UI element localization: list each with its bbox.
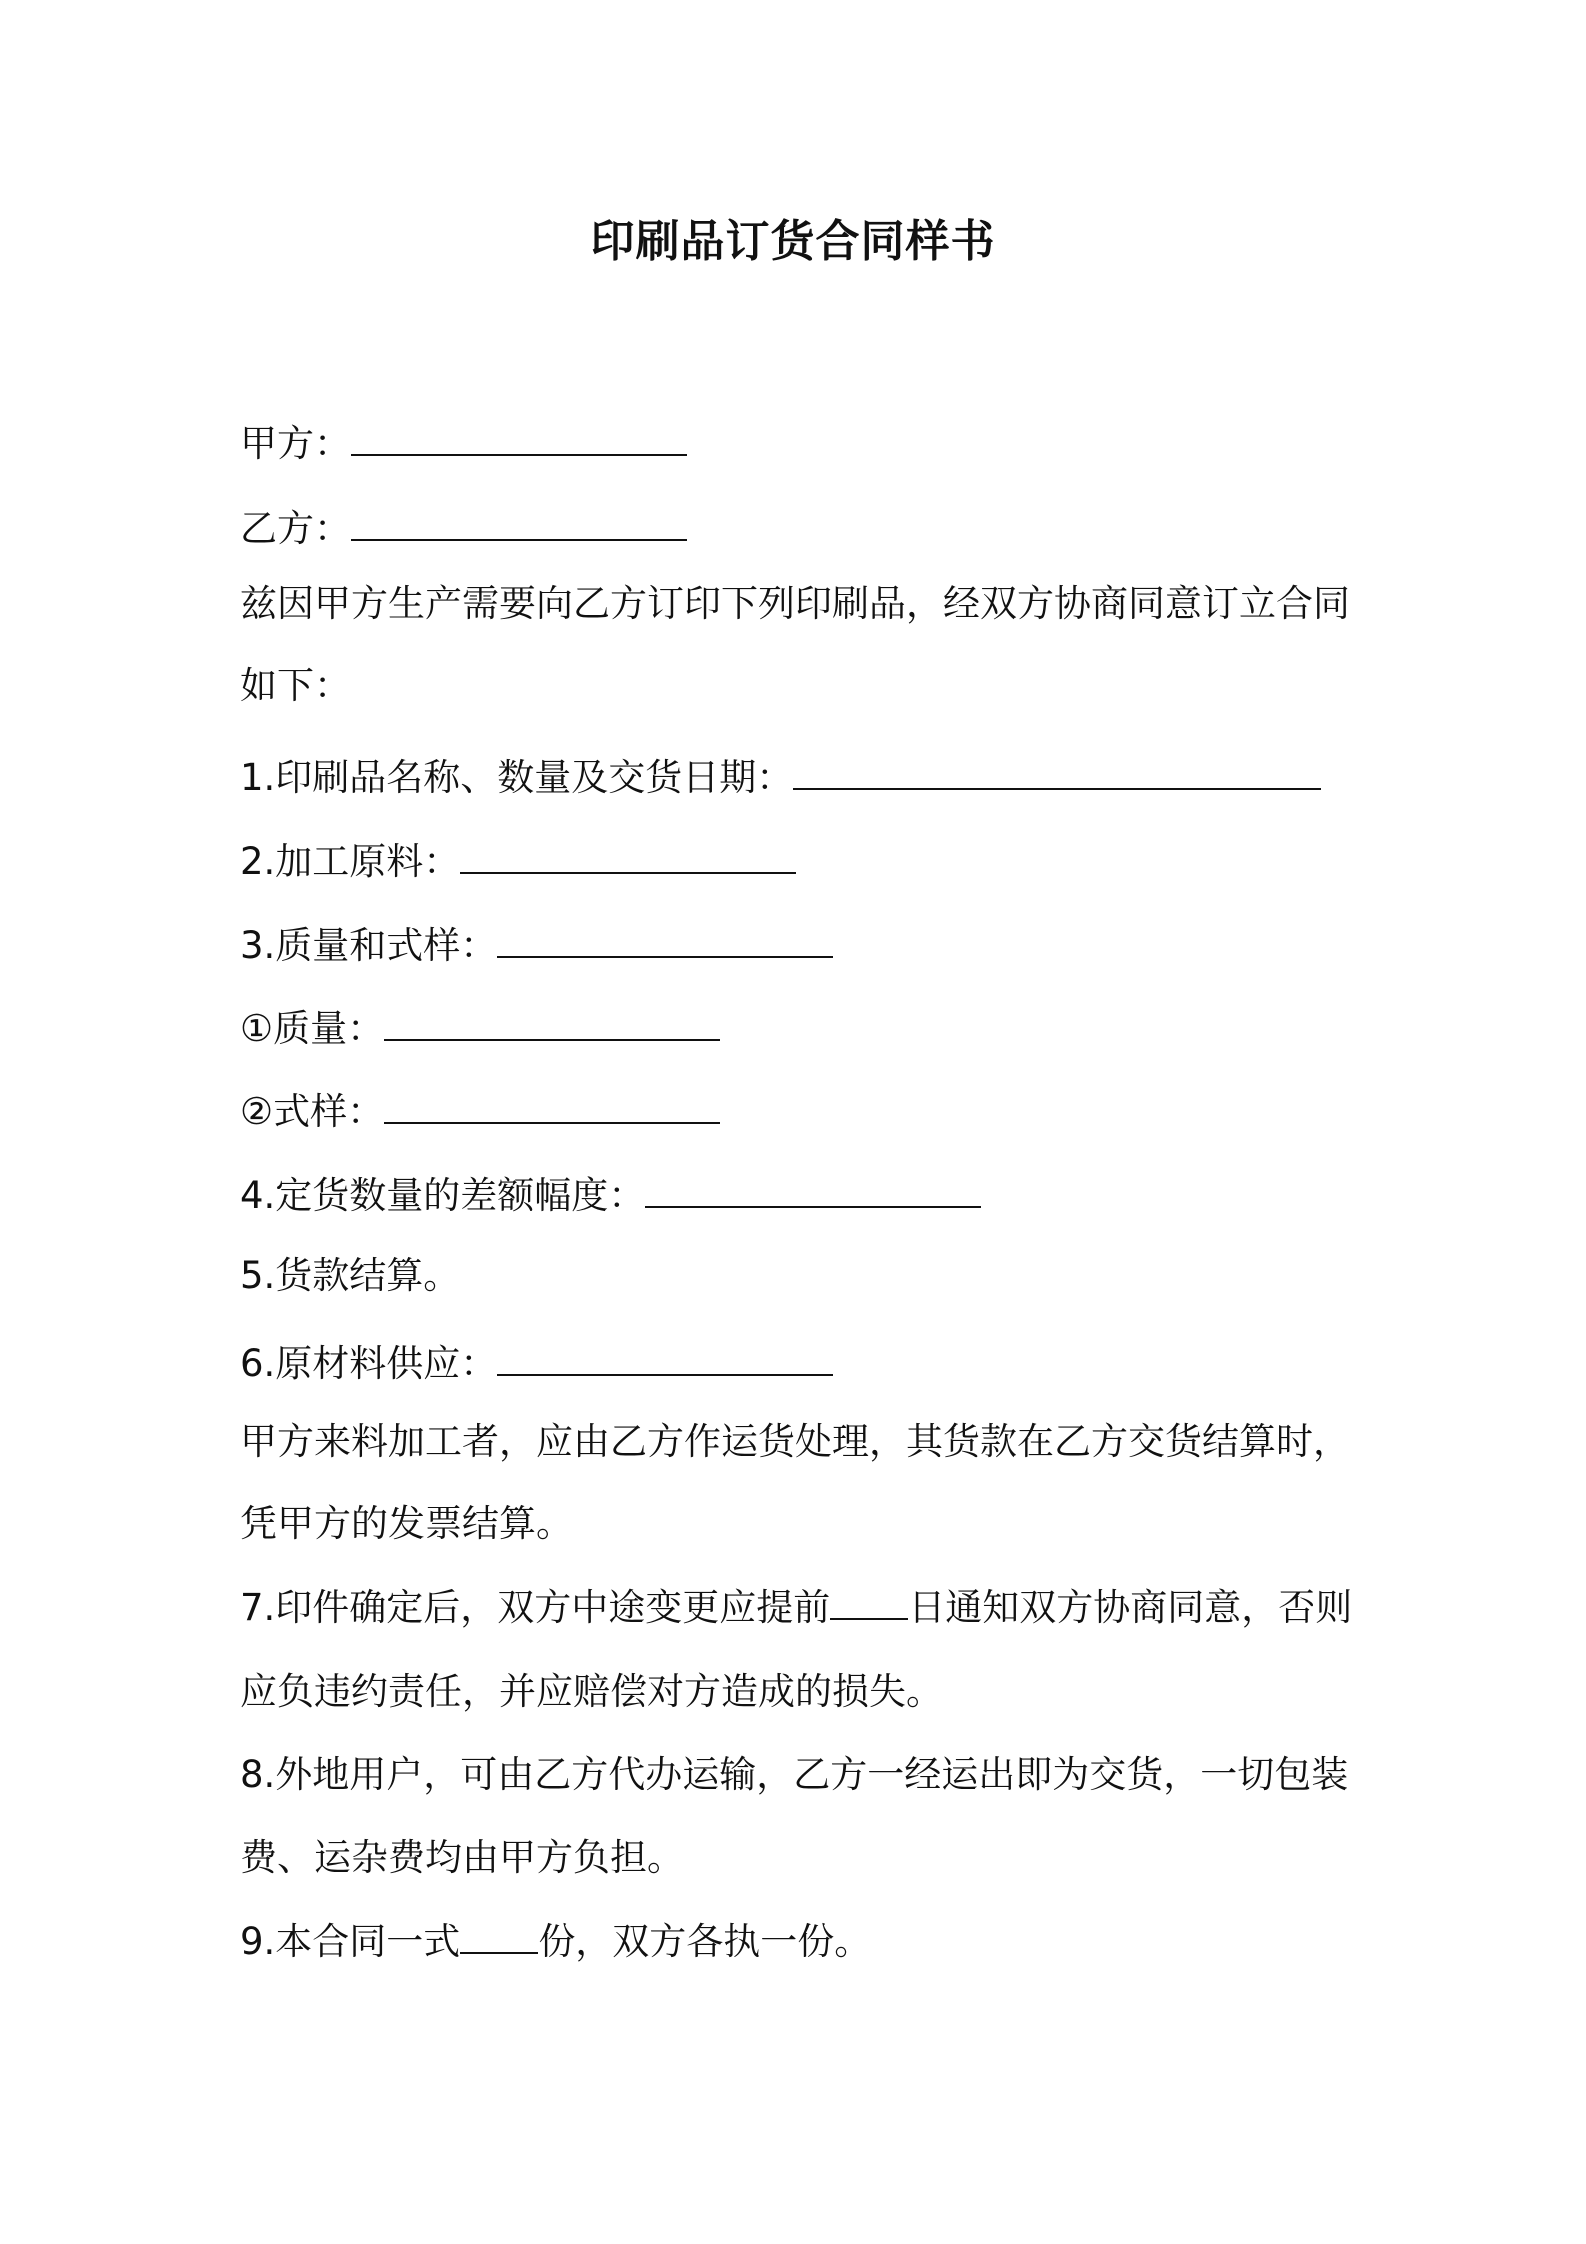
item-9-suffix: 份，双方各执一份。	[538, 1920, 872, 1963]
item-5-line: 5.货款结算。	[240, 1254, 461, 1297]
party-b-line	[240, 503, 1360, 555]
item-3-blank[interactable]	[497, 922, 833, 958]
item-2-label: 2.加工原料：	[240, 840, 461, 883]
item-3b-line	[240, 1086, 1360, 1138]
item-4-blank[interactable]	[645, 1172, 981, 1208]
item-3-label: 3.质量和式样：	[240, 924, 498, 967]
intro-line-2: 如下：	[240, 664, 351, 707]
item-3b-label: ②式样：	[240, 1090, 385, 1133]
item-4-label: 4.定货数量的差额幅度：	[240, 1174, 646, 1217]
item-8-line-1: 8.外地用户，可由乙方代办运输，乙方一经运出即为交货，一切包装	[240, 1753, 1349, 1796]
item-6-blank[interactable]	[497, 1340, 833, 1376]
item-3a-blank[interactable]	[384, 1005, 720, 1041]
item-6-text-line-1: 甲方来料加工者，应由乙方作运货处理，其货款在乙方交货结算时，	[240, 1420, 1350, 1463]
item-1-label: 1.印刷品名称、数量及交货日期：	[240, 756, 794, 799]
party-b-blank[interactable]	[351, 505, 687, 541]
item-3a-line	[240, 1003, 1360, 1055]
document-title: 印刷品订货合同样书	[590, 216, 996, 267]
item-1-blank[interactable]	[793, 754, 1321, 790]
party-a-blank[interactable]	[351, 420, 687, 456]
item-7-prefix: 7.印件确定后，双方中途变更应提前	[240, 1586, 831, 1629]
item-2-line	[240, 836, 1360, 888]
item-7-days-blank[interactable]	[830, 1584, 908, 1620]
item-2-blank[interactable]	[460, 838, 796, 874]
party-a-line	[240, 418, 1360, 470]
item-6-label: 6.原材料供应：	[240, 1342, 498, 1385]
item-9-line	[240, 1916, 1360, 1968]
item-8-line-2: 费、运杂费均由甲方负担。	[240, 1836, 684, 1879]
item-7-line-1	[240, 1582, 1360, 1634]
item-6-line	[240, 1338, 1360, 1390]
item-3b-blank[interactable]	[384, 1088, 720, 1124]
item-9-prefix: 9.本合同一式	[240, 1920, 461, 1963]
item-3a-label: ①质量：	[240, 1007, 385, 1050]
item-6-text-line-2: 凭甲方的发票结算。	[240, 1502, 573, 1545]
intro-line-1: 兹因甲方生产需要向乙方订印下列印刷品，经双方协商同意订立合同	[240, 582, 1350, 625]
item-4-line	[240, 1170, 1360, 1222]
party-a-label: 甲方：	[240, 422, 351, 465]
item-7-line-2: 应负违约责任，并应赔偿对方造成的损失。	[240, 1670, 943, 1713]
party-b-label: 乙方：	[240, 507, 351, 550]
item-7-suffix: 日通知双方协商同意，否则	[908, 1586, 1353, 1629]
item-3-line	[240, 920, 1360, 972]
item-9-copies-blank[interactable]	[460, 1918, 538, 1954]
item-1-line	[240, 752, 1360, 804]
